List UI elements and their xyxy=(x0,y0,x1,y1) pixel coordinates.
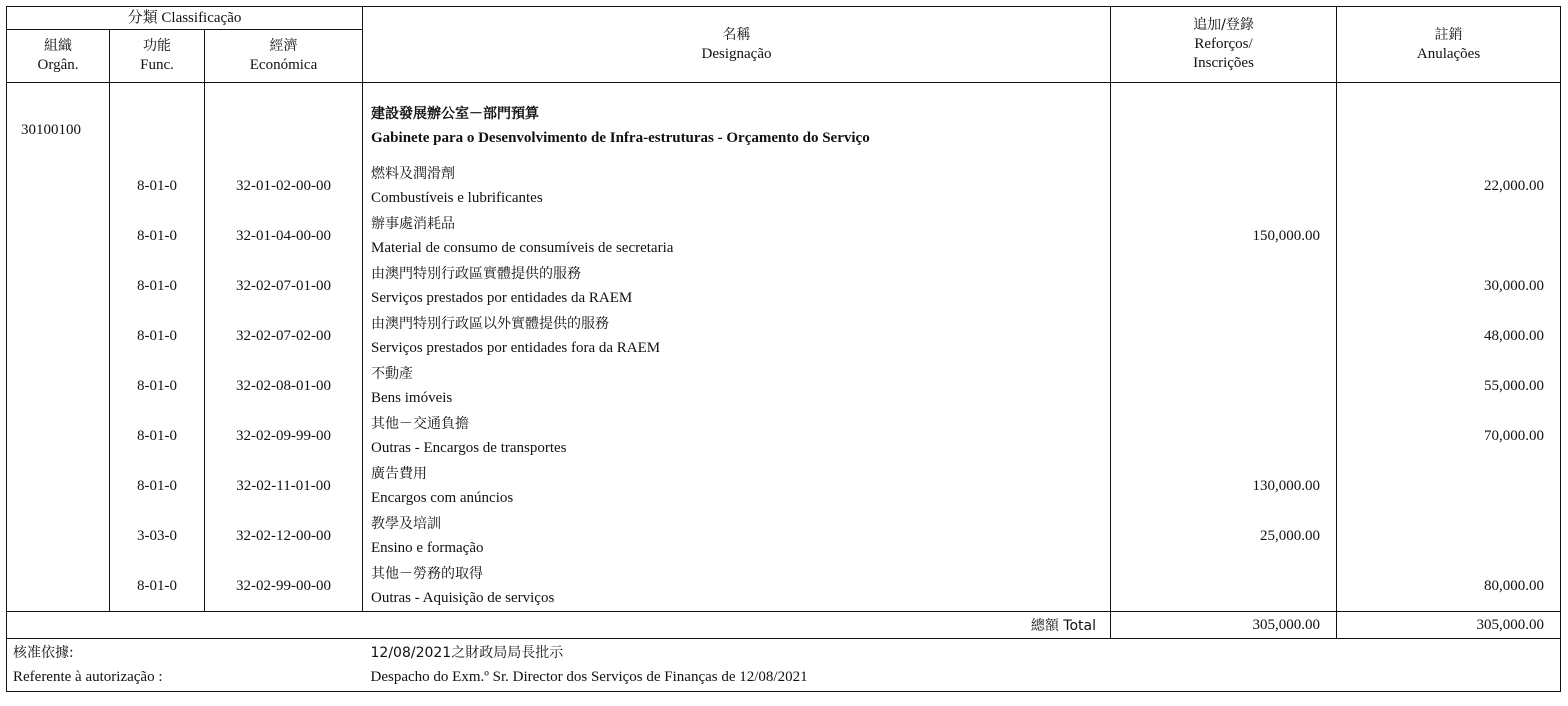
item-name-pt: Ensino e formação xyxy=(371,540,484,556)
reinforcement-value: 150,000.00 xyxy=(1111,211,1337,261)
item-name-cn: 燃料及潤滑劑 xyxy=(371,166,456,182)
reinforcement-value: 25,000.00 xyxy=(1111,511,1337,561)
func-header-pt: Func. xyxy=(140,57,174,73)
econ-code: 32-02-09-99-00 xyxy=(205,411,363,461)
item-name-cn: 由澳門特別行政區以外實體提供的服務 xyxy=(371,316,610,332)
table-row xyxy=(7,561,1561,612)
econ-code: 32-02-12-00-00 xyxy=(205,511,363,561)
func-code: 3-03-0 xyxy=(110,511,205,561)
reinforcement-header-pt2: Inscrições xyxy=(1193,55,1254,71)
func-code: 8-01-0 xyxy=(110,161,205,211)
budget-table xyxy=(6,6,1561,692)
item-name-cn: 由澳門特別行政區實體提供的服務 xyxy=(371,266,582,282)
reinforcement-value xyxy=(1111,411,1337,461)
item-name-cn: 其他－交通負擔 xyxy=(371,416,470,432)
department-code: 30100100 xyxy=(7,91,110,161)
table-row xyxy=(7,411,1561,461)
total-reinforcement: 305,000.00 xyxy=(1111,612,1337,639)
authorization-label-cn: 核准依據: xyxy=(13,645,74,661)
func-code: 8-01-0 xyxy=(110,311,205,361)
econ-code: 32-02-99-00-00 xyxy=(205,561,363,612)
reinforcement-value xyxy=(1111,361,1337,411)
authorization-text-cn: 12/08/2021之財政局局長批示 xyxy=(370,645,564,661)
annulment-header-cn: 註銷 xyxy=(1434,26,1463,43)
annulment-value: 30,000.00 xyxy=(1337,261,1561,311)
econ-code: 32-01-04-00-00 xyxy=(205,211,363,261)
table-row xyxy=(7,211,1561,261)
econ-code: 32-02-08-01-00 xyxy=(205,361,363,411)
table-row xyxy=(7,261,1561,311)
reinforcement-header xyxy=(1111,7,1337,83)
annulment-value: 80,000.00 xyxy=(1337,561,1561,612)
annulment-value: 70,000.00 xyxy=(1337,411,1561,461)
reinforcement-value xyxy=(1111,261,1337,311)
table-row xyxy=(7,511,1561,561)
func-code: 8-01-0 xyxy=(110,461,205,511)
item-name-pt: Outras - Encargos de transportes xyxy=(371,440,567,456)
total-label-text: 總額 Total xyxy=(1030,618,1097,634)
authorization-text-pt: Despacho do Exm.º Sr. Director dos Serviços de Finanças de 12/08/2021 xyxy=(370,669,808,685)
header-row-1 xyxy=(7,7,1561,30)
func-header-cn: 功能 xyxy=(143,38,171,54)
reinforcement-value xyxy=(1111,561,1337,612)
annulment-value: 55,000.00 xyxy=(1337,361,1561,411)
item-name-pt: Encargos com anúncios xyxy=(371,490,514,506)
table-row xyxy=(7,361,1561,411)
organ-header-cn: 組織 xyxy=(44,38,72,54)
func-code: 8-01-0 xyxy=(110,261,205,311)
item-name-cn: 廣告費用 xyxy=(371,466,428,482)
annulment-value xyxy=(1337,211,1561,261)
organ-header-pt: Orgân. xyxy=(37,57,79,73)
func-header xyxy=(110,30,205,83)
designation-header-pt: Designação xyxy=(701,45,772,62)
econ-code: 32-02-07-01-00 xyxy=(205,261,363,311)
item-name-cn: 辦事處消耗品 xyxy=(371,216,456,232)
designation-header-cn: 名稱 xyxy=(722,26,751,43)
classification-header: 分類 Classificação xyxy=(7,7,363,30)
annulment-header-pt: Anulações xyxy=(1416,45,1481,62)
annulment-value: 48,000.00 xyxy=(1337,311,1561,361)
reinforcement-header-cn: 追加/登錄 xyxy=(1193,17,1254,33)
econ-code: 32-02-07-02-00 xyxy=(205,311,363,361)
spacer-row xyxy=(7,83,1561,92)
item-name-pt: Serviços prestados por entidades da RAEM xyxy=(371,290,633,306)
econ-header xyxy=(205,30,363,83)
item-name-pt: Serviços prestados por entidades fora da RAEM xyxy=(371,340,661,356)
item-name-pt: Outras - Aquisição de serviços xyxy=(371,590,555,606)
department-row xyxy=(7,91,1561,161)
total-row xyxy=(7,612,1561,639)
total-label xyxy=(7,612,1111,639)
func-code: 8-01-0 xyxy=(110,561,205,612)
annulment-header xyxy=(1337,7,1561,83)
econ-header-cn: 經濟 xyxy=(269,38,298,54)
reinforcement-value xyxy=(1111,161,1337,211)
item-name-cn: 其他－勞務的取得 xyxy=(371,566,484,582)
item-name-cn: 教學及培訓 xyxy=(371,516,442,532)
func-code: 8-01-0 xyxy=(110,211,205,261)
authorization-text xyxy=(363,639,1561,692)
department-name-cn: 建設發展辦公室－部門預算 xyxy=(371,106,540,122)
item-name-cn: 不動產 xyxy=(371,366,414,382)
func-code: 8-01-0 xyxy=(110,411,205,461)
table-row xyxy=(7,311,1561,361)
econ-code: 32-01-02-00-00 xyxy=(205,161,363,211)
item-name-pt: Combustíveis e lubrificantes xyxy=(371,190,543,206)
department-name-pt: Gabinete para o Desenvolvimento de Infra-estruturas - Orçamento do Serviço xyxy=(371,130,870,146)
func-code: 8-01-0 xyxy=(110,361,205,411)
authorization-label-pt: Referente à autorização : xyxy=(13,669,163,685)
reinforcement-value xyxy=(1111,311,1337,361)
econ-code: 32-02-11-01-00 xyxy=(205,461,363,511)
designation-header xyxy=(363,7,1111,83)
authorization-label xyxy=(7,639,363,692)
organ-header xyxy=(7,30,110,83)
table-row xyxy=(7,161,1561,211)
department-name xyxy=(363,91,1111,161)
total-annulment: 305,000.00 xyxy=(1337,612,1561,639)
item-name-pt: Material de consumo de consumíveis de secretaria xyxy=(371,240,674,256)
item-name-pt: Bens imóveis xyxy=(371,390,453,406)
annulment-value: 22,000.00 xyxy=(1337,161,1561,211)
annulment-value xyxy=(1337,461,1561,511)
reinforcement-value: 130,000.00 xyxy=(1111,461,1337,511)
table-row xyxy=(7,461,1561,511)
authorization-row xyxy=(7,639,1561,692)
econ-header-pt: Económica xyxy=(249,57,318,73)
reinforcement-header-pt1: Reforços/ xyxy=(1194,36,1253,52)
annulment-value xyxy=(1337,511,1561,561)
